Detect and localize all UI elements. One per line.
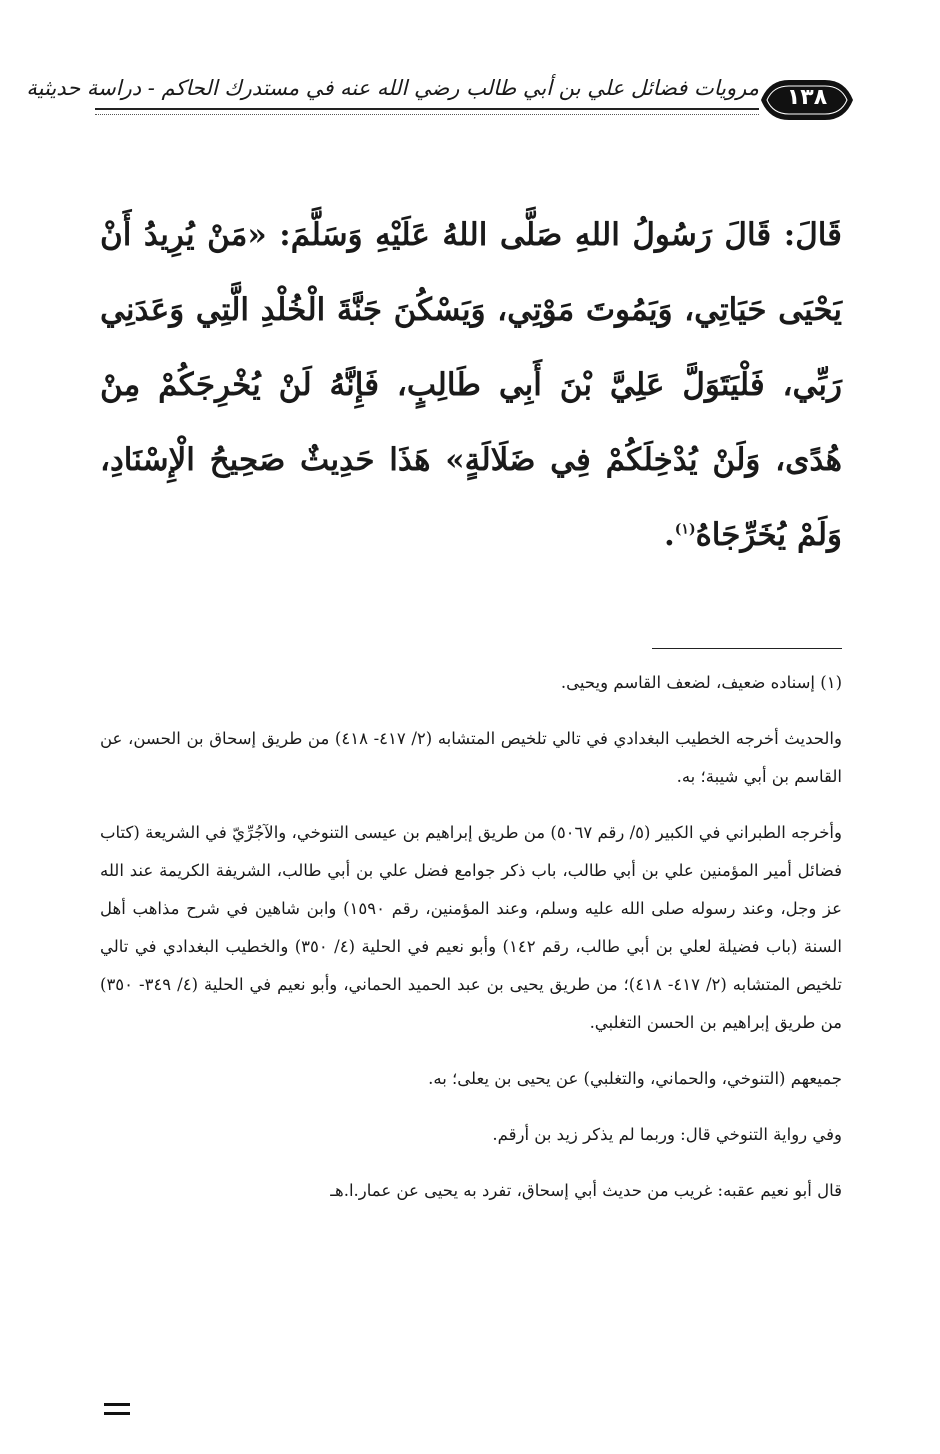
hadith-ruling: هَذَا حَدِيثٌ صَحِيحُ الْإِسْنَادِ، وَلَمْ يُخَرِّجَاهُ	[100, 442, 842, 553]
header-rule	[95, 108, 759, 115]
footnote-marker[interactable]: (١)	[674, 521, 696, 538]
hadith-paragraph	[100, 198, 842, 573]
end-period: .	[663, 517, 675, 553]
footnote-paragraph: والحديث أخرجه الخطيب البغدادي في تالي تلخيص المتشابه (٢/ ٤١٧- ٤١٨) من طريق إسحاق بن الحسن، عن القاسم بن أبي شيبة؛ به.	[100, 729, 842, 786]
footnotes-section	[100, 664, 842, 1228]
footnote-paragraph: وأخرجه الطبراني في الكبير (٥/ رقم ٥٠٦٧) من طريق إبراهيم بن عيسى التنوخي، والآجُرِّيّ في الشريعة (كتاب فضائل أمير المؤمنين علي بن أبي طالب، باب ذكر جوامع فضل علي بن أبي طالب، الشريفة الكريمة عند الله عز وجل، وعند رسوله صلى الله عليه وسلم، وعند المؤمنين، رقم ١٥٩٠) وابن شاهين في شرح مذاهب أهل السنة (باب فضيلة لعلي بن أبي طالب، رقم ١٤٢) وأبو نعيم في الحلية (٤/ ٣٥٠) والخطيب البغدادي في تالي تلخيص المتشابه (٢/ ٤١٧- ٤١٨)؛ من طريق يحيى بن عبد الحميد الحماني، وأبو نعيم في الحلية (٤/ ٣٤٩- ٣٥٠) من طريق إبراهيم بن الحسن التغلبي.	[100, 823, 842, 1032]
footnote-paragraph: وفي رواية التنوخي قال: وربما لم يذكر زيد بن أرقم.	[492, 1125, 842, 1144]
footnote-1: (١) إسناده ضعيف، لضعف القاسم ويحيى.	[560, 673, 842, 692]
page-end-mark	[104, 1403, 130, 1421]
footnote-separator	[652, 648, 842, 649]
book-title: مرويات فضائل علي بن أبي طالب رضي الله عنه في مستدرك الحاكم - دراسة حديثية	[26, 76, 759, 100]
page-number-badge	[759, 74, 855, 126]
running-header	[26, 62, 855, 142]
footnote-paragraph: جميعهم (التنوخي، والحماني، والتغلبي) عن يحيى بن يعلى؛ به.	[428, 1069, 842, 1088]
hadith-text: قَالَ: قَالَ رَسُولُ اللهِ صَلَّى اللهُ عَلَيْهِ وَسَلَّمَ: «مَنْ يُرِيدُ أَنْ يَحْيَى حَيَاتِي، وَيَمُوتَ مَوْتِي، وَيَسْكُنَ جَنَّةَ الْخُلْدِ الَّتِي وَعَدَنِي رَبِّي، فَلْيَتَوَلَّ عَلِيَّ بْنَ أَبِي طَالِبٍ، فَإِنَّهُ لَنْ يُخْرِجَكُمْ مِنْ هُدًى، وَلَنْ يُدْخِلَكُمْ فِي ضَلَالَةٍ»	[100, 217, 842, 478]
page-number: ١٣٨	[786, 85, 828, 110]
footnote-paragraph: قال أبو نعيم عقبه: غريب من حديث أبي إسحاق، تفرد به يحيى عن عمار.ا.هـ	[330, 1181, 842, 1200]
